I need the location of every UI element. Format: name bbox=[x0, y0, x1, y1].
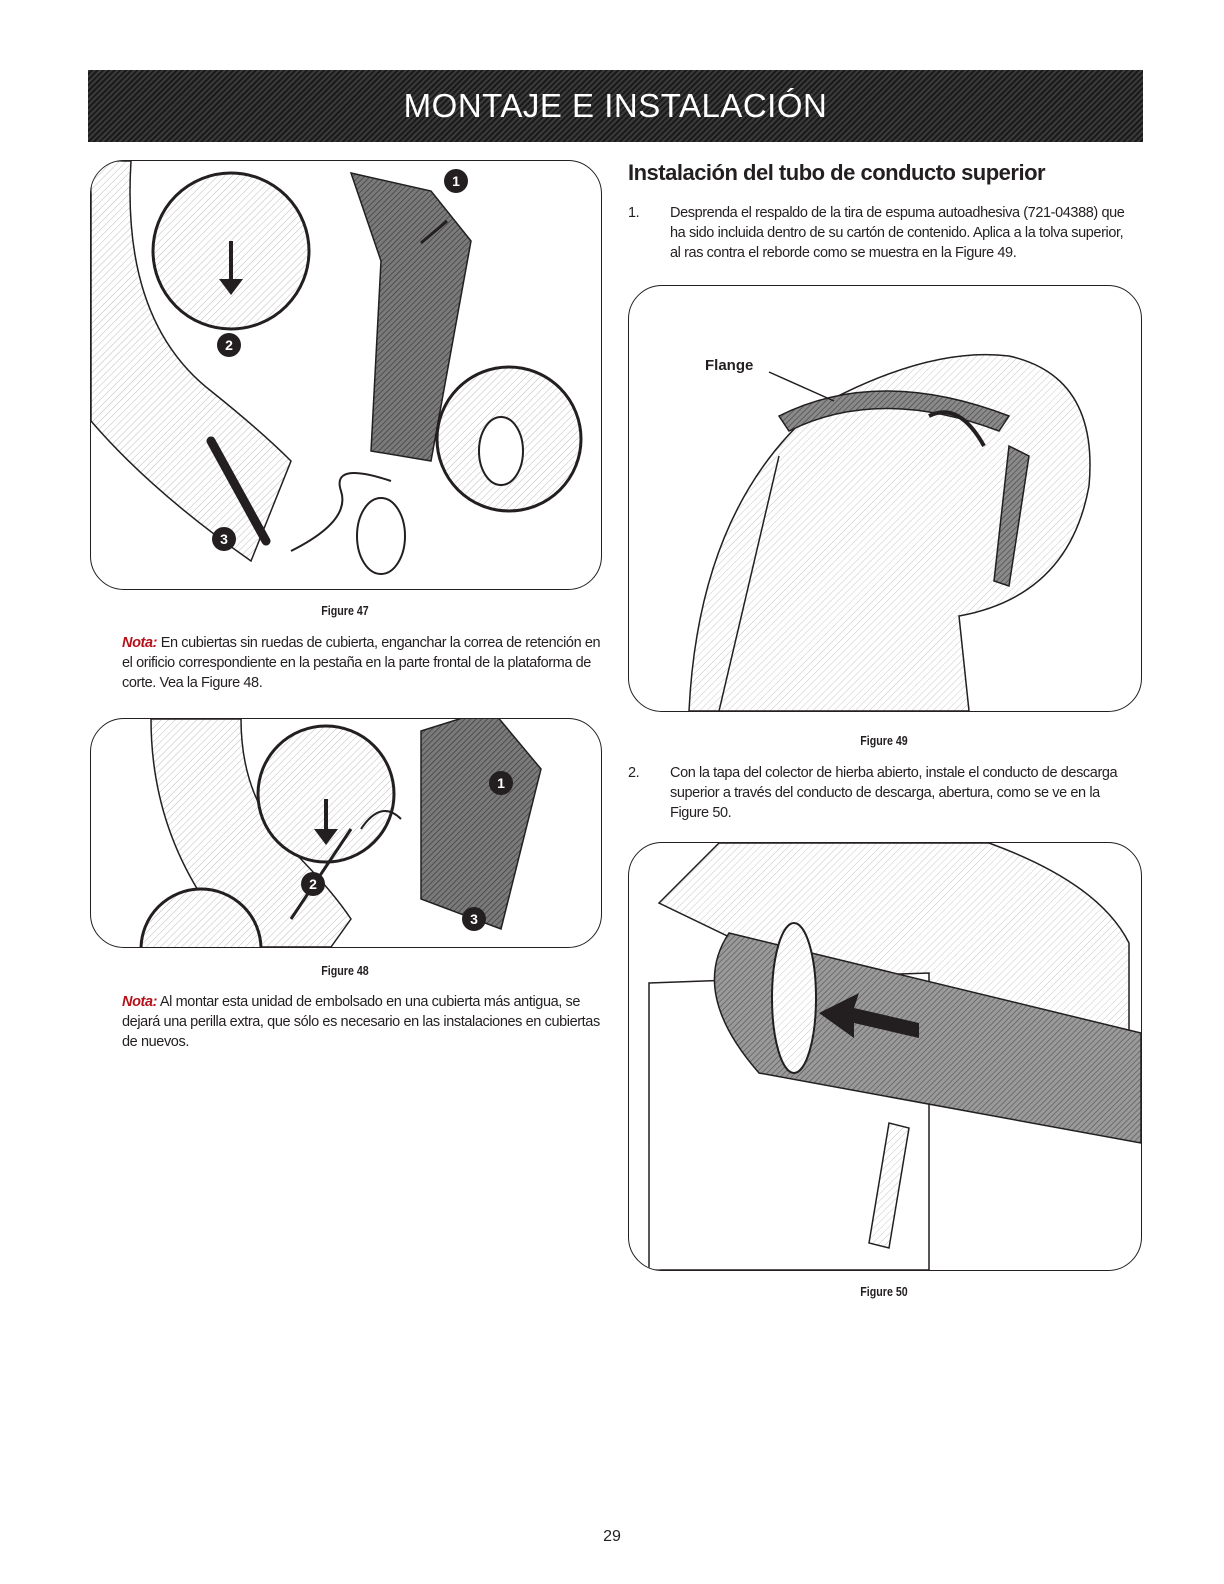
note-2 bbox=[122, 992, 602, 1052]
step-2-text: Con la tapa del colector de hierba abierto, instale el conducto de descarga superior a través del conducto de descarga, abertura, como se ve en la Figure 50. bbox=[670, 765, 1118, 821]
callout-2-label: 2 bbox=[309, 876, 317, 892]
figure-50-drawing bbox=[629, 843, 1141, 1270]
step-2 bbox=[628, 763, 1128, 823]
callout-1-label: 1 bbox=[497, 775, 505, 791]
figure-47-illustration bbox=[90, 160, 602, 590]
note-2-text: Al montar esta unidad de embolsado en una cubierta más antigua, se dejará una perilla extra, que sólo es necesario en las instalaciones en cubiertas de nuevos. bbox=[122, 994, 600, 1050]
figure-49-illustration bbox=[628, 285, 1142, 712]
section-banner bbox=[88, 70, 1143, 142]
section-heading: Instalación del tubo de conducto superior bbox=[628, 160, 1046, 185]
figure-48-caption: Figure 48 bbox=[321, 963, 369, 978]
callout-3-label: 3 bbox=[470, 911, 478, 927]
step-1-text: Desprenda el respaldo de la tira de espuma autoadhesiva (721-04388) que ha sido incluida dentro de su cartón de contenido. Aplica a la tolva superior, al ras contra el reborde como se muestra en la Figure 49. bbox=[670, 205, 1125, 261]
figure-50-illustration bbox=[628, 842, 1142, 1271]
figure-47-drawing bbox=[91, 161, 601, 589]
step-1-number: 1. bbox=[628, 205, 640, 221]
note-2-label: Nota: bbox=[122, 994, 158, 1010]
note-1 bbox=[122, 633, 602, 693]
flange-label: Flange bbox=[705, 357, 754, 374]
page-title: MONTAJE E INSTALACIÓN bbox=[403, 87, 828, 124]
step-1 bbox=[628, 203, 1128, 263]
figure-48-drawing bbox=[91, 719, 601, 947]
figure-48-illustration bbox=[90, 718, 602, 948]
note-1-text: En cubiertas sin ruedas de cubierta, enganchar la correa de retención en el orificio correspondiente en la pestaña en la parte frontal de la plataforma de corte. Vea la Figure 48. bbox=[122, 635, 601, 691]
note-1-label: Nota: bbox=[122, 635, 158, 651]
callout-3-label: 3 bbox=[220, 531, 228, 547]
figure-49-caption: Figure 49 bbox=[860, 733, 908, 748]
figure-49-drawing bbox=[629, 286, 1141, 711]
figure-47-caption: Figure 47 bbox=[321, 603, 369, 618]
callout-1-label: 1 bbox=[452, 173, 460, 189]
figure-50-caption: Figure 50 bbox=[860, 1284, 908, 1299]
page-number: 29 bbox=[603, 1528, 621, 1545]
step-2-number: 2. bbox=[628, 765, 640, 781]
callout-2-label: 2 bbox=[225, 337, 233, 353]
